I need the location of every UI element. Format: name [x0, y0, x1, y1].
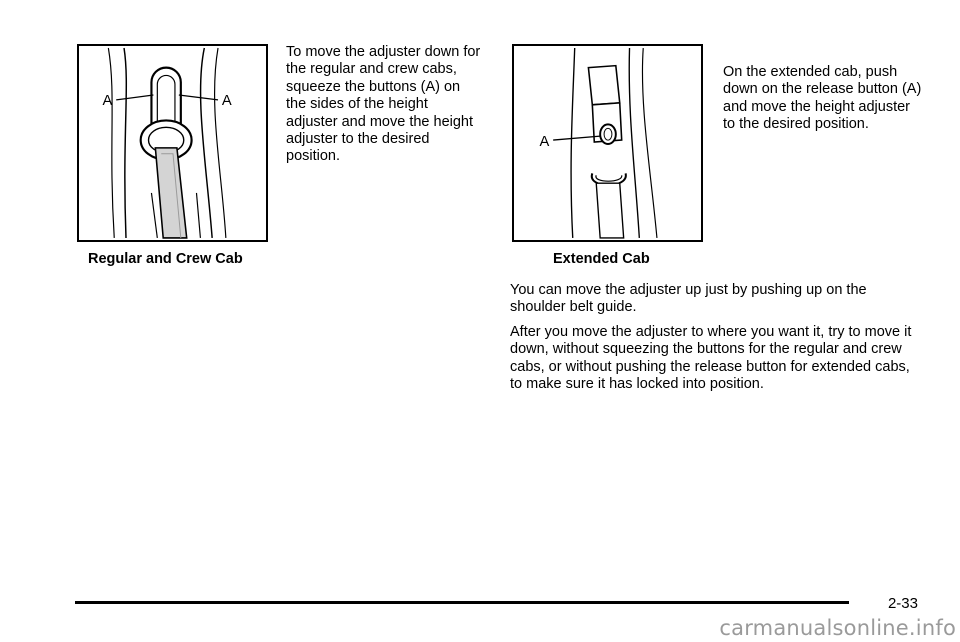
release-button-illustration	[514, 46, 701, 240]
callout-a: A	[539, 133, 550, 150]
watermark: carmanualsonline.info	[719, 616, 956, 640]
col1-instruction-text: To move the adjuster down for the regular and crew cabs, squeeze the buttons (A) on the sides of the height adjuster and move the height adjuster to the desired position.	[286, 44, 481, 165]
callout-a-right: A	[221, 92, 232, 109]
figure-regular-crew-cab	[77, 44, 268, 242]
page-number: 2-33	[887, 595, 918, 612]
footer-rule	[75, 601, 849, 604]
caption-extended-cab: Extended Cab	[553, 251, 650, 267]
belt-adjuster-illustration	[79, 46, 266, 240]
figure-extended-cab	[512, 44, 703, 242]
col2-instruction-text: On the extended cab, push down on the release button (A) and move the height adjuster to the desired position.	[723, 64, 922, 133]
callout-a-left: A	[102, 92, 113, 109]
paragraph-lock-check: After you move the adjuster to where you want it, try to move it down, without squeezing the buttons for the regular and crew cabs, or without pushing the release button for extended cabs, to make sure it has locked into position.	[510, 324, 912, 393]
paragraph-adjust-up: You can move the adjuster up just by pushing up on the shoulder belt guide.	[510, 282, 867, 316]
caption-regular-crew-cab: Regular and Crew Cab	[88, 251, 243, 267]
